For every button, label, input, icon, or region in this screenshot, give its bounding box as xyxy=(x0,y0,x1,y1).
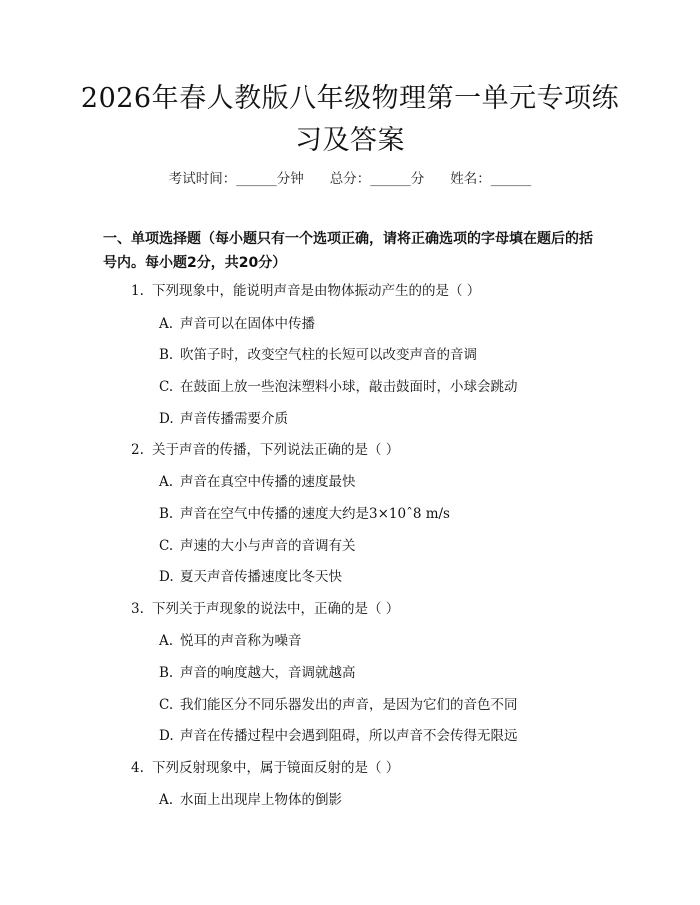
question-4 xyxy=(131,759,399,777)
option-letter: A. xyxy=(159,633,174,649)
option-text: 声音在空气中传播的速度大约是3×10ˆ8 m/s xyxy=(180,506,450,522)
question-1 xyxy=(131,282,480,300)
question-number: 3. xyxy=(131,601,144,617)
question-3-option-d xyxy=(159,727,518,745)
option-letter: A. xyxy=(159,792,174,808)
option-text: 我们能区分不同乐器发出的声音，是因为它们的音色不同 xyxy=(180,697,518,713)
question-text: 下列关于声现象的说法中，正确的是（ ） xyxy=(152,601,400,617)
question-1-option-c xyxy=(159,378,518,396)
section-heading: 一、单项选择题（每小题只有一个选项正确，请将正确选项的字母填在题后的括号内。每小题2分，共20分） xyxy=(103,231,593,271)
question-number: 4. xyxy=(131,760,144,776)
option-text: 声音在真空中传播的速度最快 xyxy=(180,474,356,490)
question-2-option-b xyxy=(159,505,450,523)
question-3-option-b xyxy=(159,664,356,682)
question-1-option-d xyxy=(159,410,288,428)
option-text: 声音传播需要介质 xyxy=(180,411,288,427)
option-text: 在鼓面上放一些泡沫塑料小球，敲击鼓面时，小球会跳动 xyxy=(180,379,518,395)
question-number: 2. xyxy=(131,442,144,458)
option-letter: A. xyxy=(159,474,174,490)
option-text: 声音可以在固体中传播 xyxy=(180,316,315,332)
option-text: 声音在传播过程中会遇到阻碍，所以声音不会传得无限远 xyxy=(180,728,518,744)
question-3-option-c xyxy=(159,696,518,714)
total-score-field: 总分：______分 xyxy=(329,171,425,187)
option-text: 夏天声音传播速度比冬天快 xyxy=(180,569,342,585)
question-3 xyxy=(131,600,399,618)
option-letter: D. xyxy=(159,728,174,744)
exam-meta xyxy=(0,167,700,187)
option-letter: C. xyxy=(159,379,174,395)
option-letter: C. xyxy=(159,697,174,713)
option-letter: D. xyxy=(159,569,174,585)
option-text: 悦耳的声音称为噪音 xyxy=(180,633,302,649)
option-letter: B. xyxy=(159,506,174,522)
option-letter: B. xyxy=(159,347,174,363)
question-1-option-b xyxy=(159,346,477,364)
question-text: 下列反射现象中，属于镜面反射的是（ ） xyxy=(152,760,400,776)
question-2-option-d xyxy=(159,568,342,586)
option-text: 声音的响度越大，音调就越高 xyxy=(180,665,356,681)
option-letter: B. xyxy=(159,665,174,681)
option-letter: A. xyxy=(159,316,174,332)
question-1-option-a xyxy=(159,315,315,333)
option-text: 声速的大小与声音的音调有关 xyxy=(180,538,356,554)
document-title: 2026年春人教版八年级物理第一单元专项练习及答案 xyxy=(80,83,620,156)
option-text: 吹笛子时，改变空气柱的长短可以改变声音的音调 xyxy=(180,347,477,363)
question-2-option-a xyxy=(159,473,356,491)
exam-time-field: 考试时间：______分钟 xyxy=(168,171,304,187)
question-text: 关于声音的传播，下列说法正确的是（ ） xyxy=(152,442,400,458)
option-letter: D. xyxy=(159,411,174,427)
question-2 xyxy=(131,441,399,459)
option-letter: C. xyxy=(159,538,174,554)
question-3-option-a xyxy=(159,632,302,650)
question-number: 1. xyxy=(131,283,144,299)
question-2-option-c xyxy=(159,537,356,555)
option-text: 水面上出现岸上物体的倒影 xyxy=(180,792,342,808)
question-4-option-a xyxy=(159,791,342,809)
question-text: 下列现象中，能说明声音是由物体振动产生的的是（ ） xyxy=(152,283,481,299)
student-name-field: 姓名：______ xyxy=(450,171,532,187)
